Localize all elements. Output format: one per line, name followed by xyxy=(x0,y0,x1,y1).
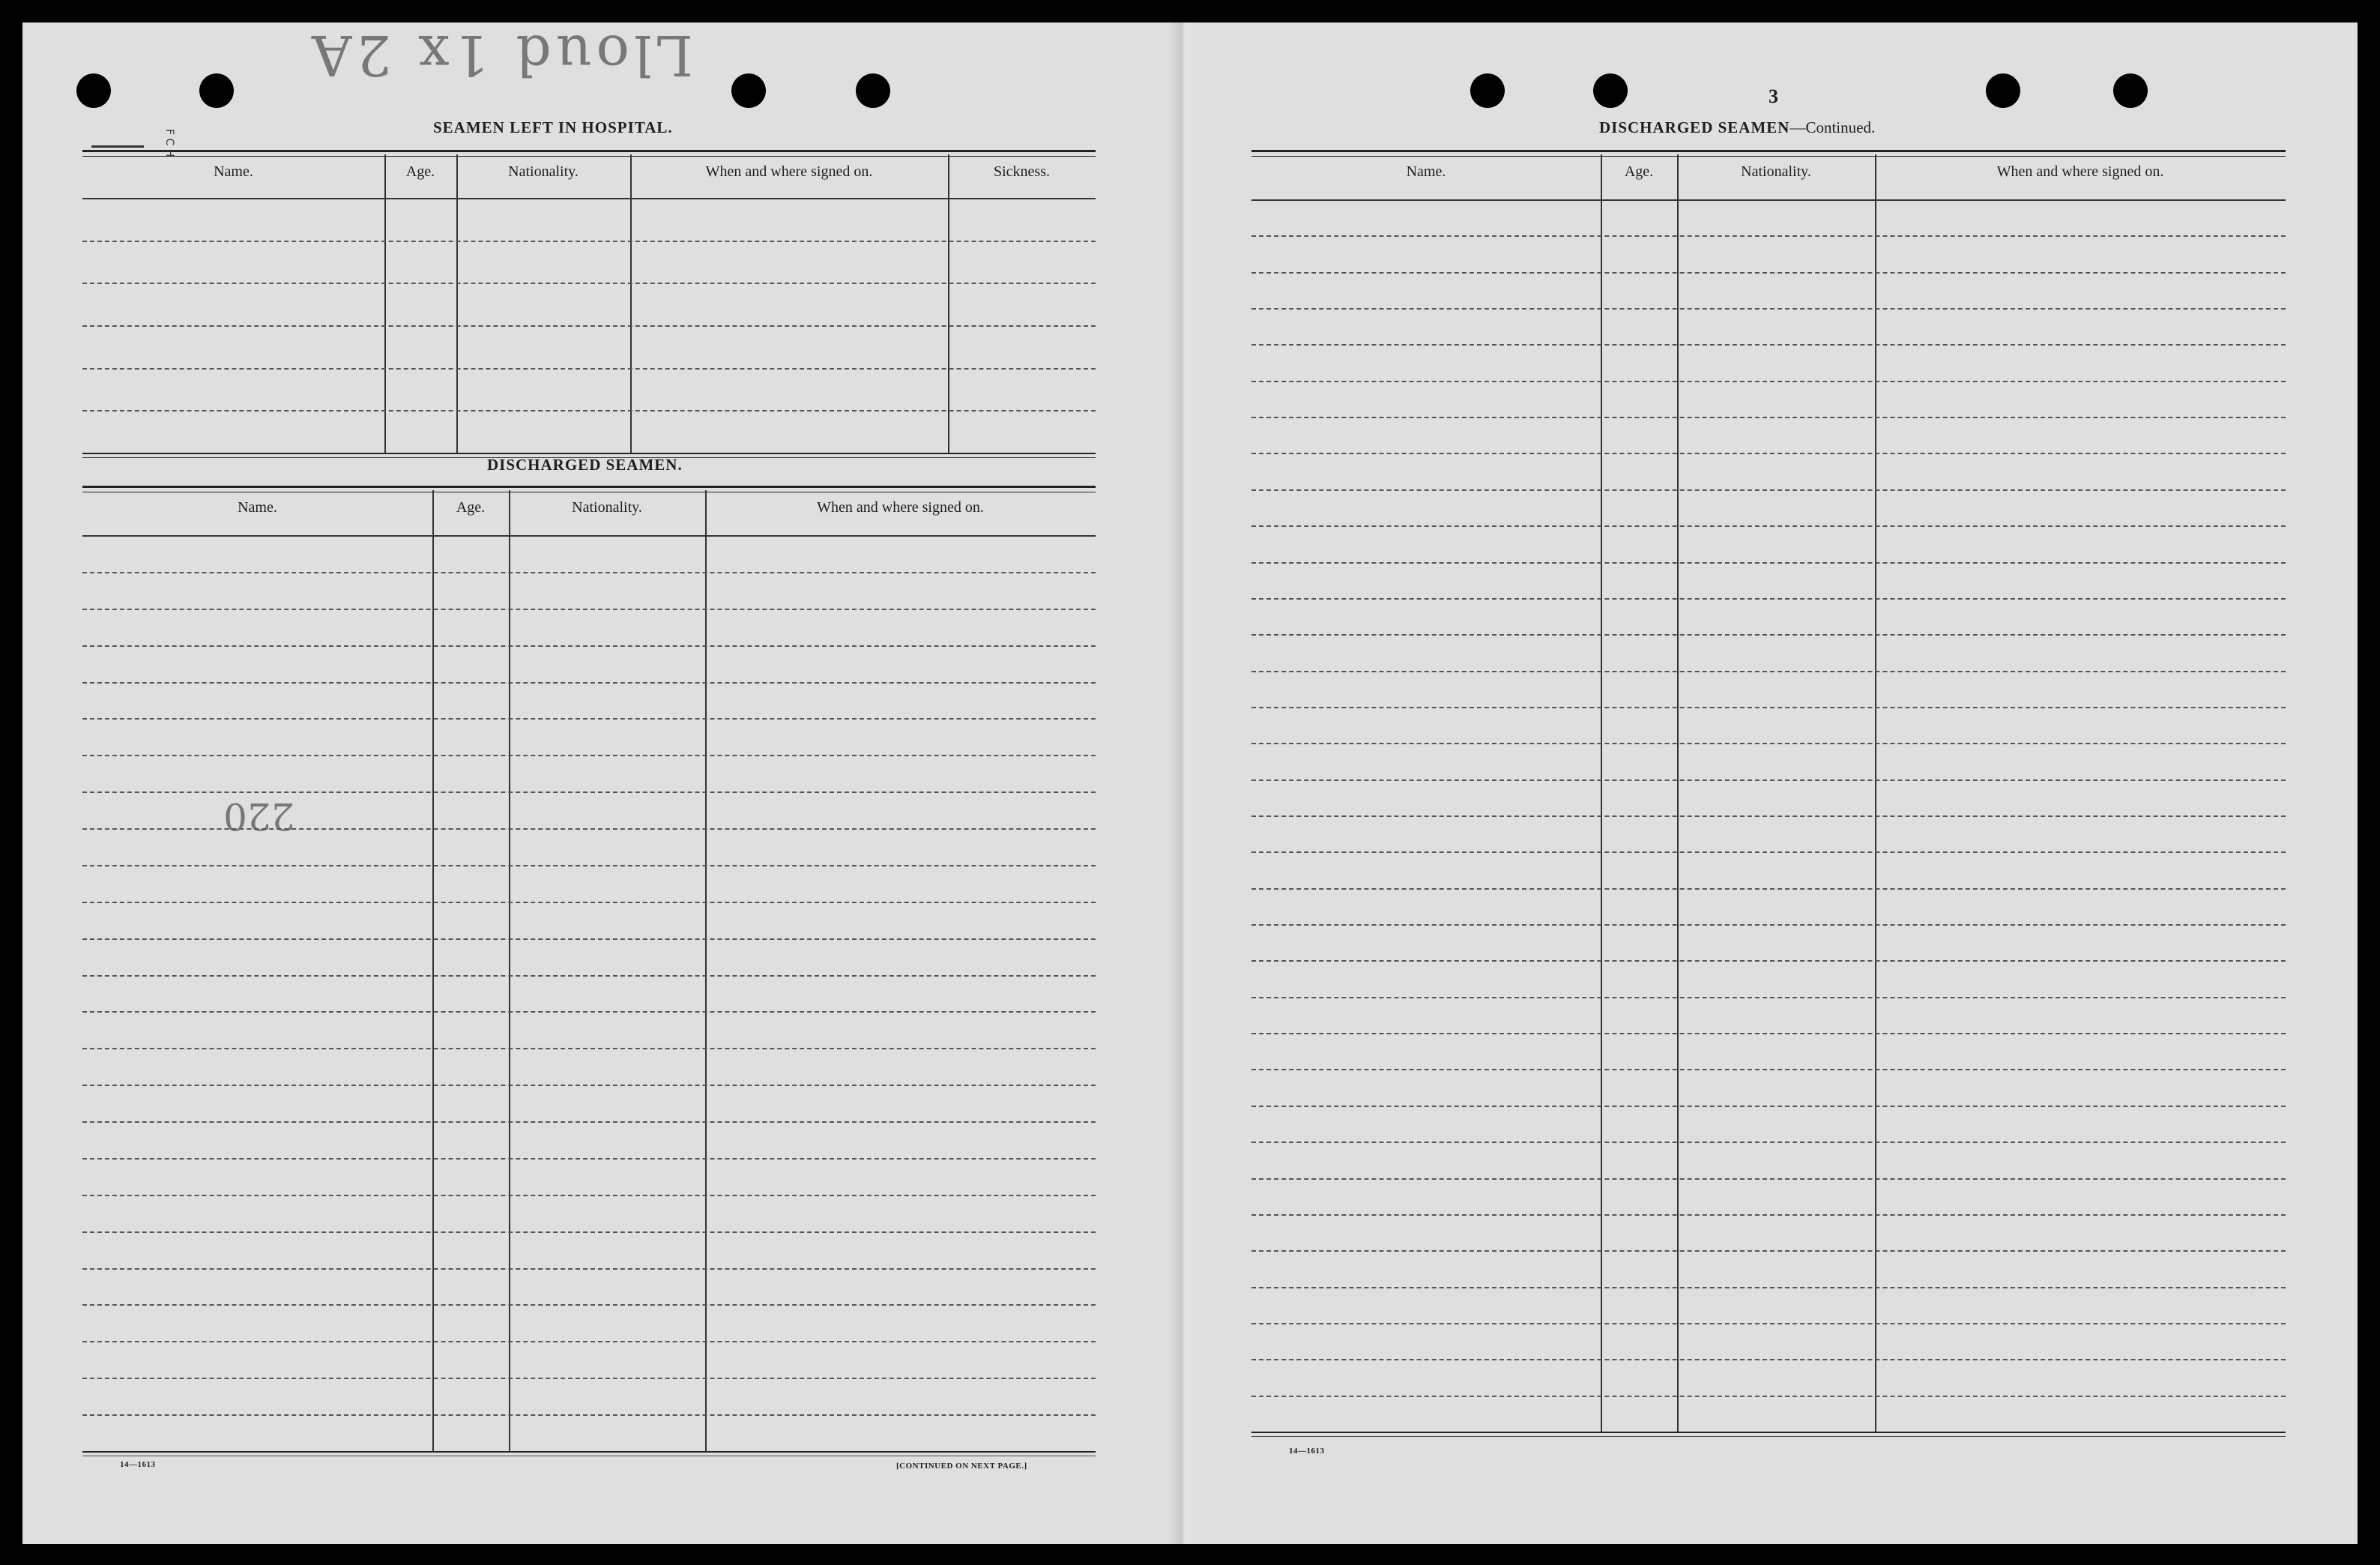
table-row xyxy=(82,865,1096,866)
hospital-table xyxy=(82,150,1096,457)
margin-mark-bar xyxy=(91,145,144,148)
col-header-nationality: Nationality. xyxy=(1741,163,1811,180)
table-row xyxy=(82,1158,1096,1160)
table-row xyxy=(82,1378,1096,1379)
col-header-sickness: Sickness. xyxy=(994,163,1050,180)
table-row xyxy=(82,718,1096,720)
column-divider xyxy=(948,154,949,453)
table-row xyxy=(1251,381,2286,382)
table-row xyxy=(82,1231,1096,1233)
table-row xyxy=(1251,924,2286,926)
table-row xyxy=(1251,525,2286,527)
punch-hole xyxy=(199,73,234,108)
column-divider xyxy=(630,154,632,453)
table-row xyxy=(1251,344,2286,346)
table-row xyxy=(1251,851,2286,853)
col-header-name: Name. xyxy=(1406,163,1446,180)
col-header-nationality: Nationality. xyxy=(572,499,642,516)
col-header-signed-on: When and where signed on. xyxy=(1996,163,2164,180)
column-divider xyxy=(1677,154,1679,1432)
punch-hole xyxy=(1470,73,1505,108)
col-header-age: Age. xyxy=(456,499,486,516)
column-divider xyxy=(1875,154,1876,1432)
table-row xyxy=(1251,960,2286,962)
page-number: 3 xyxy=(1769,85,1778,107)
table-row xyxy=(82,368,1096,370)
table-top-rule xyxy=(82,150,1096,157)
punch-hole xyxy=(2113,73,2148,108)
table-row xyxy=(82,1121,1096,1123)
discharged-continued-title-main: DISCHARGED SEAMEN xyxy=(1599,118,1790,136)
table-row xyxy=(1251,671,2286,672)
right-footer-form-number: 14—1613 xyxy=(1289,1447,1325,1456)
col-header-nationality: Nationality. xyxy=(508,163,579,180)
discharged-table xyxy=(82,486,1096,1456)
table-bottom-rule xyxy=(1251,1432,2286,1437)
table-row xyxy=(1251,272,2286,274)
table-row xyxy=(1251,1214,2286,1216)
table-row xyxy=(82,902,1096,903)
table-row xyxy=(1251,997,2286,998)
punch-hole xyxy=(731,73,766,108)
table-row xyxy=(82,1414,1096,1416)
column-divider xyxy=(1601,154,1602,1432)
left-footer-continued: [CONTINUED ON NEXT PAGE.] xyxy=(896,1462,1027,1471)
table-row xyxy=(82,241,1096,242)
table-row xyxy=(1251,888,2286,890)
table-row xyxy=(82,1048,1096,1049)
col-header-age: Age. xyxy=(405,163,435,180)
table-row xyxy=(82,755,1096,756)
table-top-rule xyxy=(82,486,1096,492)
table-row xyxy=(82,1268,1096,1270)
table-row xyxy=(1251,1178,2286,1180)
table-row xyxy=(82,1011,1096,1013)
table-row xyxy=(1251,598,2286,600)
table-row xyxy=(82,1341,1096,1342)
table-row xyxy=(1251,743,2286,744)
punch-hole xyxy=(76,73,111,108)
table-row xyxy=(1251,417,2286,418)
table-row xyxy=(1251,489,2286,491)
table-row xyxy=(1251,453,2286,454)
table-row xyxy=(1251,1323,2286,1324)
table-row xyxy=(1251,308,2286,310)
table-row xyxy=(1251,1287,2286,1288)
table-row xyxy=(82,1304,1096,1306)
table-row xyxy=(82,975,1096,977)
table-row xyxy=(82,1195,1096,1196)
header-rule xyxy=(82,535,1096,537)
page-fold xyxy=(1169,22,1196,1544)
column-divider xyxy=(705,490,707,1451)
discharged-continued-table xyxy=(1251,150,2286,1436)
margin-mark-text: F C H xyxy=(163,129,175,157)
table-row xyxy=(1251,780,2286,781)
table-row xyxy=(1251,235,2286,237)
table-top-rule xyxy=(1251,150,2286,157)
col-header-name: Name. xyxy=(238,499,277,516)
table-bottom-rule xyxy=(82,1451,1096,1456)
table-row xyxy=(82,410,1096,411)
handwritten-number-note: 220 xyxy=(223,794,295,838)
table-row xyxy=(82,1085,1096,1086)
header-rule xyxy=(1251,199,2286,201)
discharged-section-title: DISCHARGED SEAMEN. xyxy=(487,456,683,474)
table-row xyxy=(82,791,1096,793)
table-row xyxy=(82,938,1096,940)
col-header-signed-on: When and where signed on. xyxy=(817,499,984,516)
hospital-section-title: SEAMEN LEFT IN HOSPITAL. xyxy=(433,118,673,136)
col-header-age: Age. xyxy=(1624,163,1654,180)
column-divider xyxy=(384,154,386,453)
col-header-signed-on: When and where signed on. xyxy=(705,163,873,180)
col-header-name: Name. xyxy=(214,163,253,180)
discharged-continued-title xyxy=(1599,118,1875,137)
table-row xyxy=(82,325,1096,327)
discharged-continued-title-suffix: —Continued. xyxy=(1789,118,1876,136)
table-row xyxy=(1251,1396,2286,1397)
table-row xyxy=(1251,815,2286,817)
table-row xyxy=(82,572,1096,573)
table-row xyxy=(1251,562,2286,564)
punch-hole xyxy=(856,73,890,108)
table-row xyxy=(82,645,1096,647)
table-row xyxy=(82,283,1096,284)
table-row xyxy=(82,609,1096,610)
scanned-document xyxy=(22,22,2358,1544)
column-divider xyxy=(456,154,458,453)
table-row xyxy=(1251,1142,2286,1143)
table-row xyxy=(1251,1106,2286,1107)
handwritten-top-note: Lloud 1x 2A xyxy=(307,22,693,87)
table-row xyxy=(1251,1359,2286,1360)
column-divider xyxy=(509,490,510,1451)
table-row xyxy=(82,682,1096,684)
header-rule xyxy=(82,198,1096,199)
table-row xyxy=(1251,707,2286,708)
left-footer-form-number: 14—1613 xyxy=(120,1460,156,1469)
table-row xyxy=(82,828,1096,830)
table-row xyxy=(1251,1033,2286,1034)
table-row xyxy=(1251,634,2286,636)
punch-hole xyxy=(1986,73,2020,108)
table-row xyxy=(1251,1250,2286,1252)
table-row xyxy=(1251,1069,2286,1070)
column-divider xyxy=(432,490,434,1451)
punch-hole xyxy=(1593,73,1628,108)
